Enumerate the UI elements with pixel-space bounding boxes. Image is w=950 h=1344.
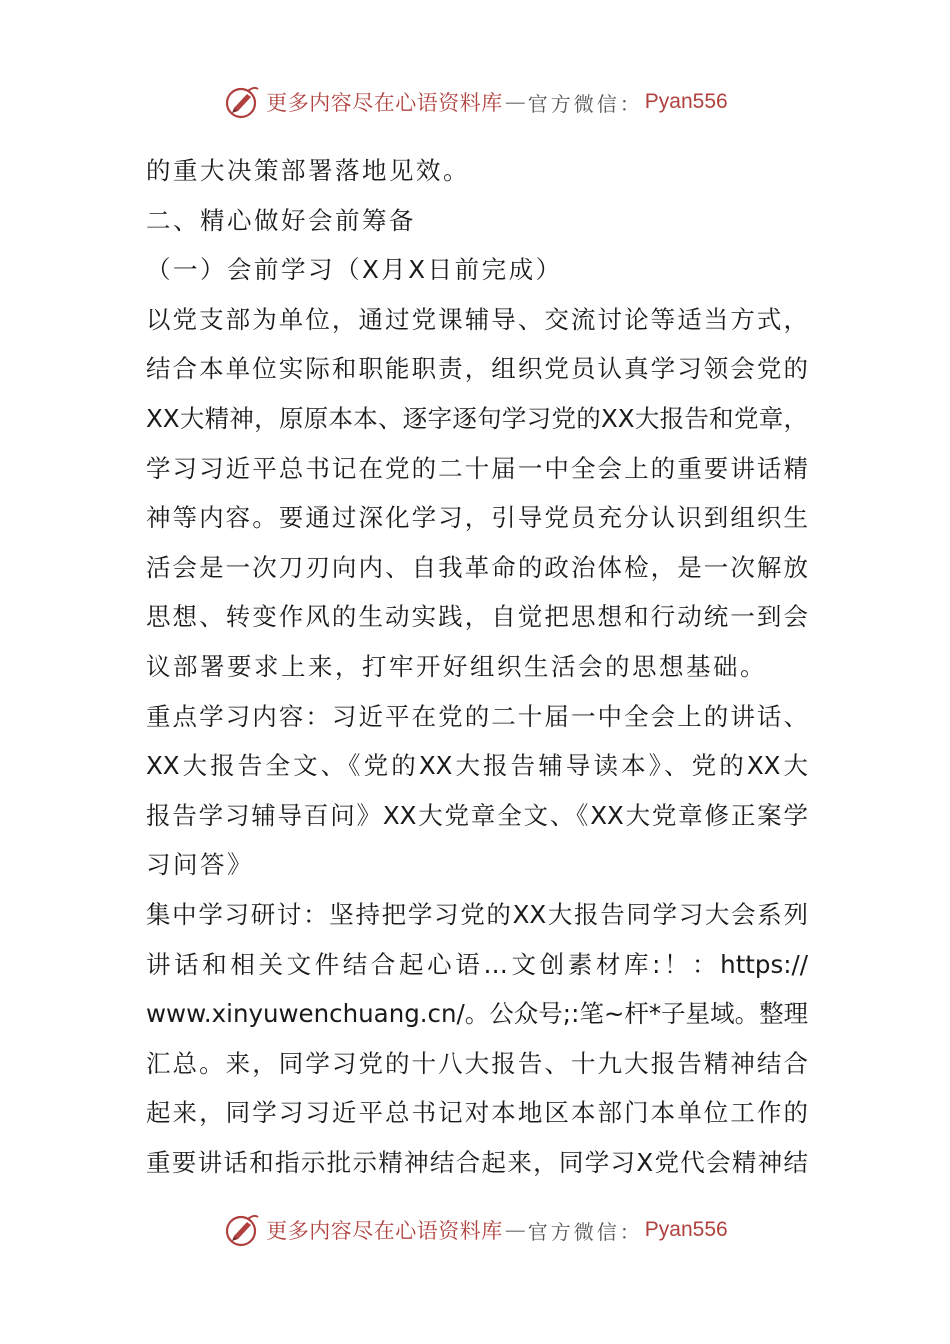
- banner-brand-text: 更多内容尽在心语资料库: [266, 1219, 503, 1243]
- banner-official-label: 官方微信：: [527, 1219, 643, 1244]
- text-line: 汇总。来，同学习党的十八大报告、十九大报告精神结合: [146, 1048, 808, 1078]
- banner-wechat-id: Pyan556: [644, 90, 728, 113]
- text-line: 的重大决策部署落地见效。: [146, 156, 470, 185]
- header-banner: [0, 80, 950, 124]
- text-line: 神等内容。要通过深化学习，引导党员充分认识到组织生: [146, 503, 808, 533]
- text-line: 二、精心做好会前筹备: [146, 205, 416, 235]
- text-line: www.xinyuwenchuang.cn/。公众号;:笔~杆*子星域。整理: [146, 999, 808, 1029]
- text-line: XX大精神，原原本本、逐字逐句学习党的XX大报告和党章，: [146, 403, 808, 433]
- text-line: 集中学习研讨：坚持把学习党的XX大报告同学习大会系列: [146, 899, 808, 929]
- pen-logo-icon: [222, 82, 262, 122]
- text-line: 重点学习内容：习近平在党的二十届一中全会上的讲话、: [146, 701, 808, 731]
- banner-dash: —: [504, 90, 526, 114]
- text-line: 思想、转变作风的生动实践，自觉把思想和行动统一到会: [146, 602, 808, 632]
- text-line: 学习习近平总书记在党的二十届一中全会上的重要讲话精: [146, 453, 808, 483]
- text-line: XX大报告全文、《党的XX大报告辅导读本》、党的XX大: [146, 751, 808, 781]
- banner-dash: —: [504, 1218, 526, 1242]
- footer-banner: [0, 1208, 950, 1252]
- text-line: 习问答》: [146, 850, 254, 880]
- pen-logo-icon: [222, 1210, 262, 1250]
- text-line: 结合本单位实际和职能职责，组织党员认真学习领会党的: [146, 354, 808, 384]
- document-body: [146, 146, 808, 1187]
- text-line: 讲话和相关文件结合起心语…文创素材库:！：https://: [146, 949, 808, 979]
- banner-wechat-id: Pyan556: [644, 1218, 728, 1241]
- banner-official-label: 官方微信：: [527, 91, 643, 116]
- text-line: 议部署要求上来，打牢开好组织生活会的思想基础。: [146, 651, 767, 681]
- text-line: 以党支部为单位，通过党课辅导、交流讨论等适当方式，: [146, 304, 808, 334]
- text-line: 报告学习辅导百问》XX大党章全文、《XX大党章修正案学: [146, 800, 808, 830]
- text-line: （一）会前学习（X月X日前完成）: [146, 255, 563, 285]
- banner-brand-text: 更多内容尽在心语资料库: [266, 91, 503, 115]
- text-line: 重要讲话和指示批示精神结合起来，同学习X党代会精神结: [146, 1147, 808, 1177]
- text-line: 起来，同学习习近平总书记对本地区本部门本单位工作的: [146, 1098, 808, 1128]
- text-line: 活会是一次刀刃向内、自我革命的政治体检，是一次解放: [146, 552, 808, 582]
